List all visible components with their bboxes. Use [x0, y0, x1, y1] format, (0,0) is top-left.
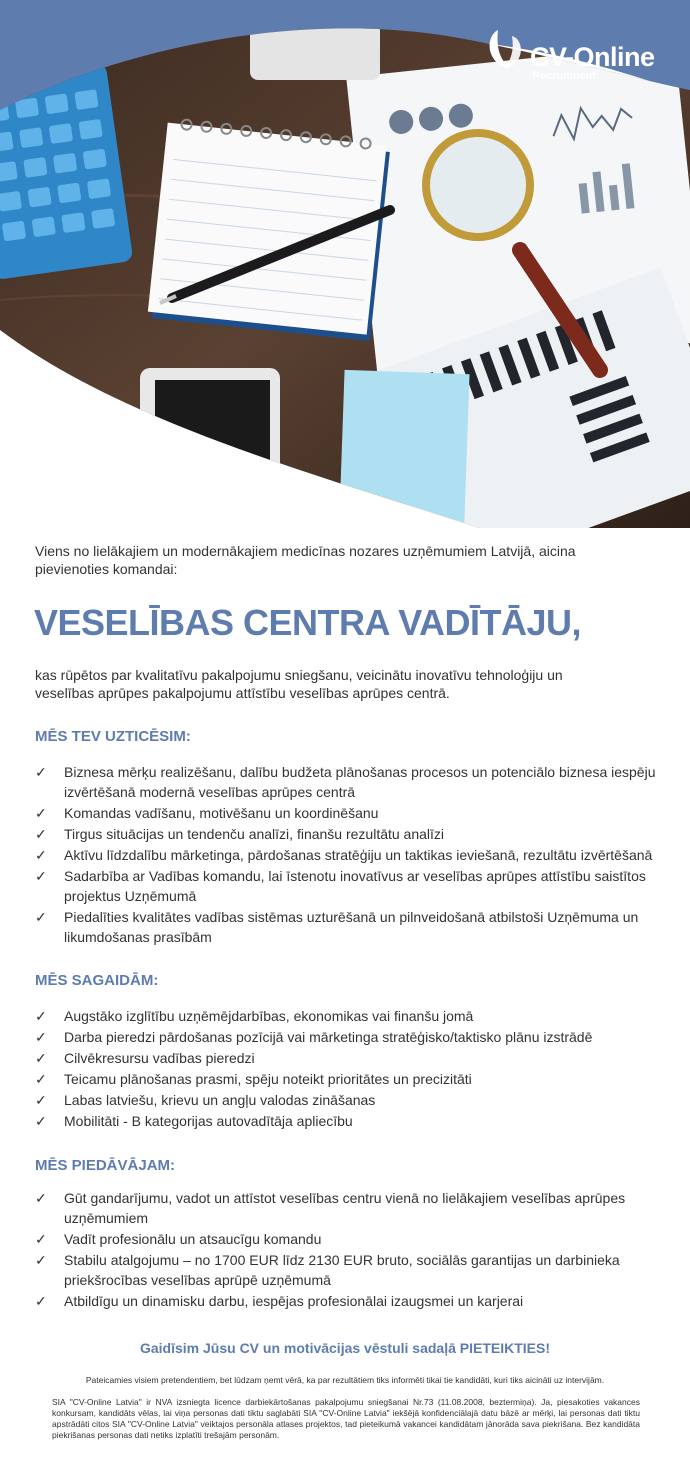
- brand-subtitle: Recruitment: [532, 70, 597, 82]
- checkmark-icon: ✓: [35, 847, 47, 863]
- checkmark-icon: ✓: [35, 1050, 47, 1066]
- list-item: ✓ Stabilu atalgojumu – no 1700 EUR līdz 2130 EUR bruto, sociālās garantijas un darbinieka priekšrocības veselības aprūpē uzņēmumā: [35, 1252, 620, 1288]
- list-item: ✓ Tirgus situācijas un tendenču analīzi, finanšu rezultātu analīzi: [35, 826, 445, 842]
- responsibilities-list: [35, 762, 665, 948]
- intro-text: Viens no lielākajiem un modernākajiem medicīnas nozares uzņēmumiem Latvijā, aicina pievienoties komandai:: [35, 543, 576, 577]
- checkmark-icon: ✓: [35, 1293, 47, 1309]
- list-item: ✓ Augstāko izglītību uzņēmējdarbības, ekonomikas vai finanšu jomā: [35, 1008, 474, 1024]
- benefits-list: [35, 1188, 665, 1312]
- checkmark-icon: ✓: [35, 764, 47, 780]
- apply-call-to-action: Gaidīsim Jūsu CV un motivācijas vēstuli sadaļā PIETEIKTIES!: [139, 1340, 551, 1356]
- list-item: ✓ Darba pieredzi pārdošanas pozīcijā vai mārketinga stratēģisko/taktisko plānu izstrādē: [35, 1029, 593, 1045]
- checkmark-icon: ✓: [35, 1231, 47, 1247]
- checkmark-icon: ✓: [35, 1113, 47, 1129]
- list-item: ✓ Teicamu plānošanas prasmi, spēju noteikt prioritātes un precizitāti: [35, 1071, 472, 1087]
- checkmark-icon: ✓: [35, 1252, 47, 1268]
- list-item: ✓ Aktīvu līdzdalību mārketinga, pārdošanas stratēģiju un taktikas ieviešanā, rezultātu izvērtēšanā: [35, 847, 653, 863]
- list-item: ✓ Mobilitāti - B kategorijas autovadītāja apliecību: [35, 1113, 353, 1129]
- checkmark-icon: ✓: [35, 868, 47, 884]
- section-title-trust: MĒS TEV UZTICĒSIM:: [35, 728, 191, 745]
- checkmark-icon: ✓: [35, 1071, 47, 1087]
- section-title-offer: MĒS PIEDĀVĀJAM:: [35, 1157, 176, 1174]
- legal-disclaimer: SIA "CV-Online Latvia" ir NVA izsniegta licence darbiekārtošanas pakalpojumu sniegšanai Nr.73 (11.08.2008, beztermiņa). Ja, piesakoties vakances konkursam, kandidāts vēlas, lai viņa personas dati tiktu saglabāti SIA "CV-Online Latvia" iekšējā konfidenciālajā datu bāzē ar mērķi, lai personas dati tiktu apstrādāti citos SIA "CV-Online Latvia" veiktajos personāla atlases projektos, tad pieteikumā vakancei kandidātam jānorāda sava piekrišana. Bez kandidāta piekrišanas personas dati netiks izplatīti trešajām personām.: [52, 1397, 640, 1440]
- section-title-expect: MĒS SAGAIDĀM:: [35, 972, 159, 989]
- candidate-notice: Pateicamies visiem pretendentiem, bet lūdzam ņemt vērā, ka par rezultātiem tiks informēti tikai tie kandidāti, kuri tiks aicināti uz intervijām.: [85, 1375, 605, 1385]
- brand-name: CV-Online: [530, 42, 655, 72]
- list-item: ✓ Sadarbība ar Vadības komandu, lai īstenotu inovatīvus ar veselības aprūpes attīstību saistītos projektus Uzņēmumā: [35, 868, 646, 904]
- checkmark-icon: ✓: [35, 826, 47, 842]
- requirements-list: [35, 1006, 665, 1132]
- checkmark-icon: ✓: [35, 1190, 47, 1206]
- cv-online-logo-icon: [486, 28, 526, 72]
- checkmark-icon: ✓: [35, 1008, 47, 1024]
- list-item: ✓ Labas latviešu, krievu un angļu valodas zināšanas: [35, 1092, 376, 1108]
- checkmark-icon: ✓: [35, 909, 47, 925]
- checkmark-icon: ✓: [35, 805, 47, 821]
- list-item: ✓ Gūt gandarījumu, vadot un attīstot veselības centru vienā no lielākajiem veselības aprūpes uzņēmumiem: [35, 1190, 626, 1226]
- list-item: ✓ Atbildīgu un dinamisku darbu, iespējas profesionālai izaugsmei un karjerai: [35, 1293, 524, 1309]
- checkmark-icon: ✓: [35, 1092, 47, 1108]
- checkmark-icon: ✓: [35, 1029, 47, 1045]
- list-item: ✓ Biznesa mērķu realizēšanu, dalību budžeta plānošanas procesos un potenciālo biznesa iespēju izvērtēšanā modernā veselības aprūpes centrā: [35, 764, 656, 800]
- list-item: ✓ Komandas vadīšanu, motivēšanu un koordinēšanu: [35, 805, 379, 821]
- list-item: ✓ Piedalīties kvalitātes vadības sistēmas uzturēšanā un pilnveidošanā atbilstoši Uzņēmuma un likumdošanas prasībām: [35, 909, 639, 945]
- list-item: ✓ Cilvēkresursu vadības pieredzi: [35, 1050, 255, 1066]
- job-title: VESELĪBAS CENTRA VADĪTĀJU,: [34, 602, 582, 643]
- list-item: ✓ Vadīt profesionālu un atsaucīgu komandu: [35, 1231, 322, 1247]
- brand-logo: [486, 28, 676, 88]
- job-summary: kas rūpētos par kvalitatīvu pakalpojumu sniegšanu, veicinātu inovatīvu tehnoloģiju un veselības aprūpes pakalpojumu attīstību veselības aprūpes centrā.: [35, 667, 563, 701]
